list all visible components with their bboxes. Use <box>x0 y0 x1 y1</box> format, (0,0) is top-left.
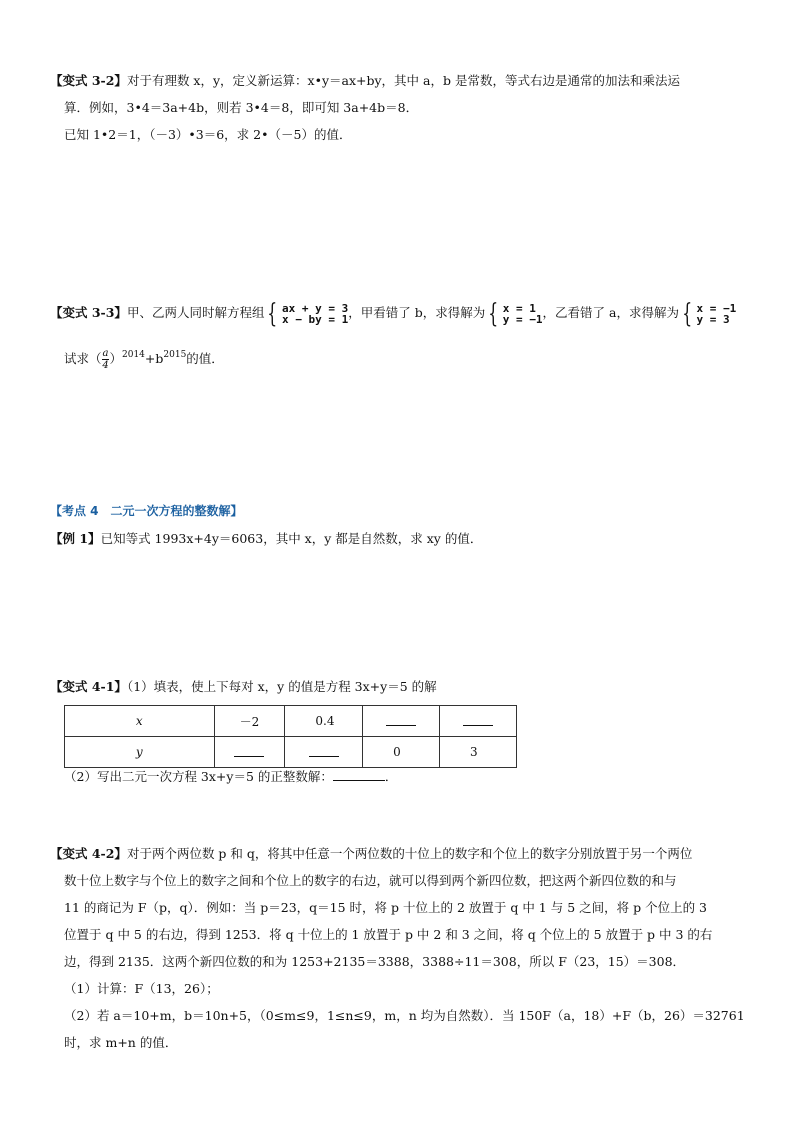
variant-3-2-line-1: 【变式 3-2】对于有理数 x，y，定义新运算：x•y＝ax+by，其中 a，b 是常数，等式右边是通常的加法和乘法运 <box>50 73 680 88</box>
section-heading-4: 【考点 4 二元一次方程的整数解】 <box>50 504 243 518</box>
example-1: 【例 1】已知等式 1993x+4y＝6063，其中 x，y 都是自然数，求 xy 的值． <box>50 531 483 546</box>
example-1-tag: 【例 1】 <box>50 531 101 546</box>
variant-4-1-line-1: 【变式 4-1】（1）填表，使上下每对 x，y 的值是方程 3x+y＝5 的解 <box>50 679 437 694</box>
answer-blank[interactable] <box>234 744 264 757</box>
variant-4-1-line-2: （2）写出二元一次方程 3x+y＝5 的正整数解： ． <box>64 769 398 784</box>
variant-4-2-line-5: 边，得到 2135．这两个新四位数的和为 1253+2135＝3388，3388÷11＝308，所以 F（23，15）＝308． <box>64 954 686 969</box>
variant-3-3-tag: 【变式 3-3】 <box>50 305 127 320</box>
variant-3-2-line-2: 算．例如，3•4＝3a+4b，则若 3•4＝8，即可知 3a+4b＝8． <box>64 100 419 115</box>
fraction-a-over-4: $\frac{a}{4}$ <box>102 348 109 371</box>
table-cell: －2 <box>214 706 285 737</box>
variant-4-2-line-1: 【变式 4-2】对于两个两位数 p 和 q，将其中任意一个两位数的十位上的数字和个位上的数字分别放置于另一个两位 <box>50 846 693 861</box>
variant-3-2-tag: 【变式 3-2】 <box>50 73 127 88</box>
variant-3-2-line-3: 已知 1•2＝1，（－3）•3＝6，求 2•（－5）的值． <box>64 127 352 142</box>
brace-icon: { <box>267 298 278 329</box>
equation-system-main: ax + y = 3 x − by = 1 <box>282 301 349 326</box>
variant-3-3-line-1: 【变式 3-3】甲、乙两人同时解方程组 { ax + y = 3 x − by = 1，甲看错了 b，求得解为 { x = 1 y = −1，乙看错了 a，求得解为 { x = −1 y = 3 <box>50 298 737 329</box>
variant-4-2-line-2: 数十位上数字与个位上的数字之间和个位上的数字的右边，就可以得到两个新四位数，把这两个新四位数的和与 <box>64 873 677 888</box>
variant-4-2-line-7: （2）若 a＝10+m，b＝10n+5，（0≤m≤9，1≤n≤9，m，n 均为自然数）．当 150F（a，18）+F（b，26）＝32761 <box>64 1008 745 1023</box>
table-row-y <box>65 737 517 768</box>
variant-4-1-tag: 【变式 4-1】 <box>50 679 127 694</box>
variant-4-2-line-6: （1）计算：F（13，26）； <box>64 981 219 996</box>
blank-cell[interactable] <box>214 737 285 768</box>
variant-4-2-line-3: 11 的商记为 F（p，q）．例如：当 p＝23，q＝15 时，将 p 十位上的 2 放置于 q 中 1 与 5 之间，将 p 个位上的 3 <box>64 900 708 915</box>
table-cell: 0.4 <box>285 706 363 737</box>
answer-blank[interactable] <box>463 713 493 726</box>
solution-system-a: x = 1 y = −1 <box>502 301 543 326</box>
table-cell: 0 <box>363 737 440 768</box>
answer-blank[interactable] <box>386 713 416 726</box>
blank-cell[interactable] <box>285 737 363 768</box>
brace-icon: { <box>682 298 693 329</box>
table-row-x <box>65 706 517 737</box>
blank-cell[interactable] <box>440 706 517 737</box>
row-label-y: y <box>65 737 215 768</box>
answer-blank[interactable] <box>309 744 339 757</box>
variant-3-3-line-2: 试求（ $\frac{a}{4}$ ）$^{2014}+b^{2015}$的值． <box>64 348 224 371</box>
blank-cell[interactable] <box>363 706 440 737</box>
row-label-x: x <box>65 706 215 737</box>
brace-icon: { <box>488 298 499 329</box>
table-cell: 3 <box>440 737 517 768</box>
solution-system-b: x = −1 y = 3 <box>696 301 737 326</box>
variant-4-2-line-8: 时，求 m+n 的值． <box>64 1035 178 1050</box>
fill-in-table <box>64 705 517 768</box>
variant-4-2-tag: 【变式 4-2】 <box>50 846 127 861</box>
variant-4-2-line-4: 位置于 q 中 5 的右边，得到 1253．将 q 十位上的 1 放置于 p 中 2 和 3 之间，将 q 个位上的 5 放置于 p 中 3 的右 <box>64 927 713 942</box>
answer-blank[interactable] <box>333 768 385 781</box>
